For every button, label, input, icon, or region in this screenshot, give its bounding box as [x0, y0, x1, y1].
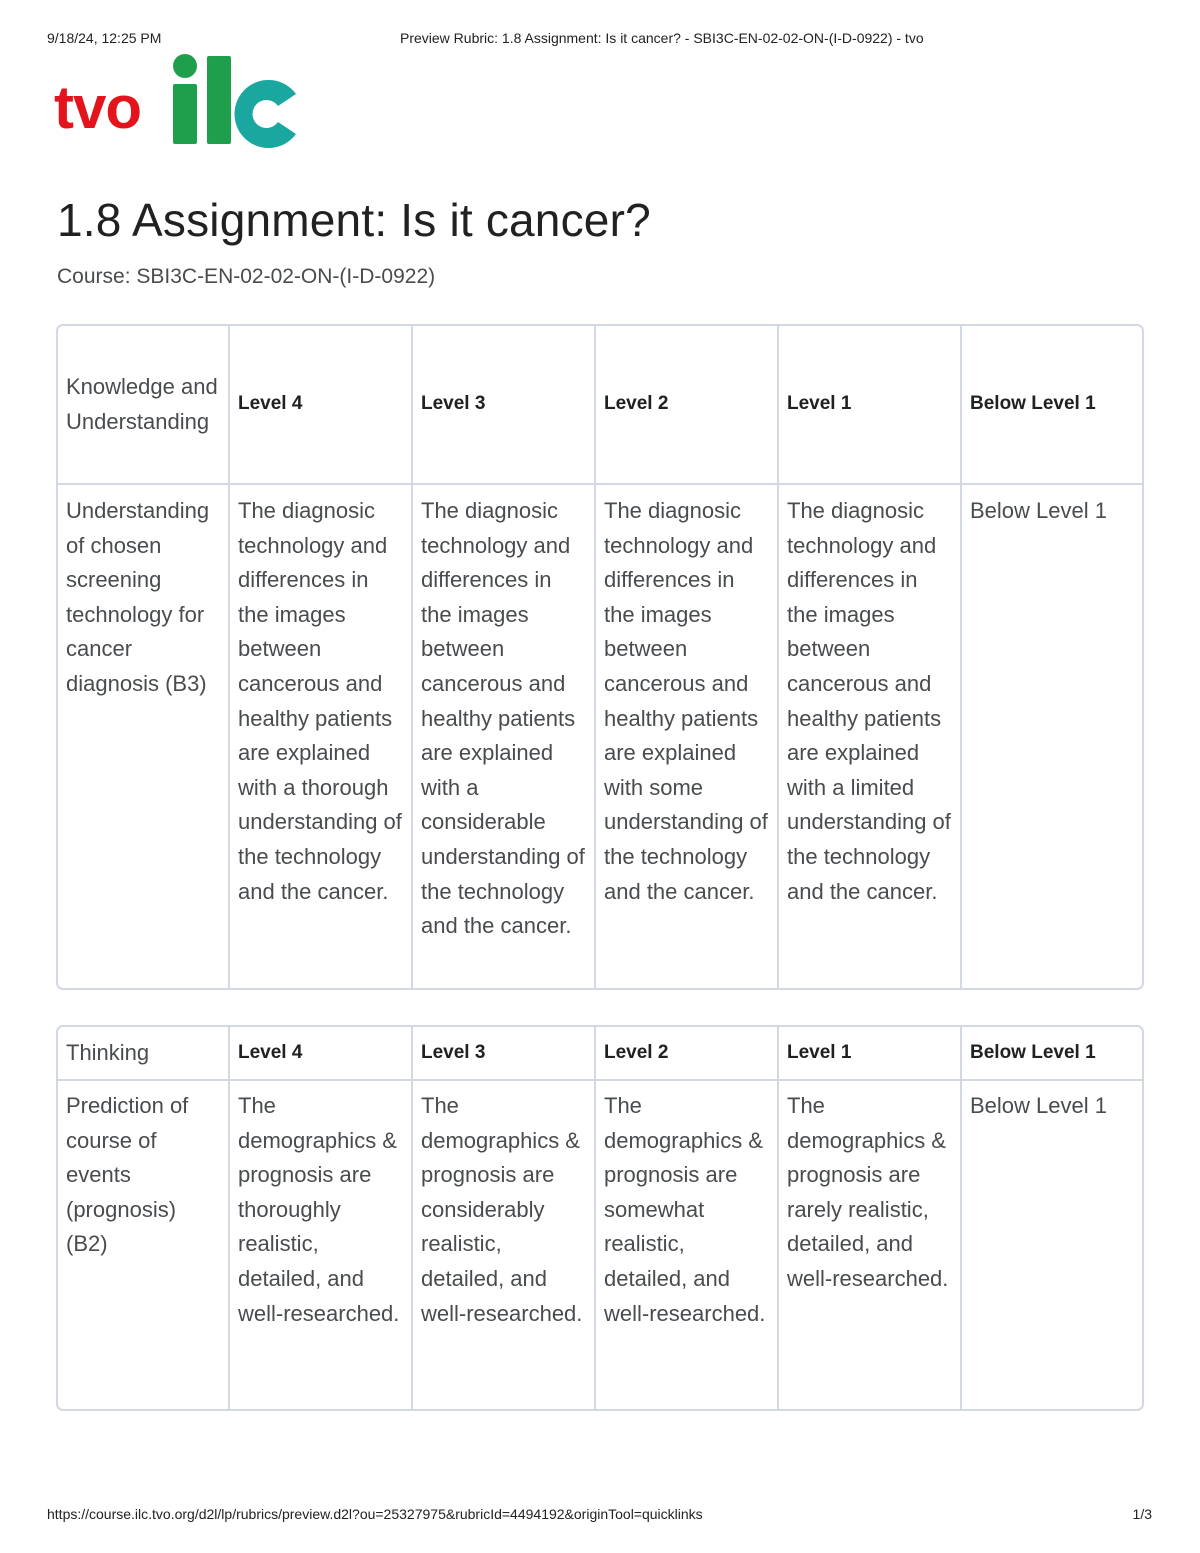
logo-i-stem: [173, 84, 197, 144]
rubric-criterion-row: [58, 484, 1142, 988]
level-description: The demographics & prognosis are somewhat realistic, detailed, and well-researched.: [595, 1080, 778, 1409]
level-description: The demographics & prognosis are thoroughly realistic, detailed, and well-researched.: [229, 1080, 412, 1409]
logo-dot-icon: [173, 54, 197, 78]
rubric-knowledge-understanding: [56, 324, 1144, 990]
level-heading: Level 1: [778, 326, 961, 484]
print-title: Preview Rubric: 1.8 Assignment: Is it cancer? - SBI3C-EN-02-02-ON-(I-D-0922) - tvo: [400, 30, 924, 46]
level-heading: Below Level 1: [961, 326, 1142, 484]
level-description: The diagnosic technology and differences in the images between cancerous and healthy patients are explained with a limited understanding of the technology and the cancer.: [778, 484, 961, 988]
tvo-ilc-logo: [52, 52, 312, 150]
page-title: 1.8 Assignment: Is it cancer?: [57, 194, 651, 246]
level-heading: Level 4: [229, 326, 412, 484]
level-heading: Level 2: [595, 1027, 778, 1080]
level-description: Below Level 1: [970, 498, 1107, 523]
level-description: Below Level 1: [970, 1093, 1107, 1118]
rubric-criterion-row: [58, 1080, 1142, 1409]
rubric-table: [58, 1027, 1142, 1409]
criteria-group-heading: Thinking: [58, 1027, 229, 1080]
level-heading: Level 4: [229, 1027, 412, 1080]
criterion-name: Understanding of chosen screening technology for cancer diagnosis (B3): [58, 484, 229, 988]
level-description: The diagnosic technology and differences in the images between cancerous and healthy patients are explained with a thorough understanding of the technology and the cancer.: [229, 484, 412, 988]
level-heading: Level 3: [412, 1027, 595, 1080]
rubric-header-row: [58, 1027, 1142, 1080]
level-heading: Level 3: [412, 326, 595, 484]
print-date: 9/18/24, 12:25 PM: [47, 30, 162, 46]
level-description: The diagnosic technology and differences in the images between cancerous and healthy patients are explained with a considerable understanding of the technology and the cancer.: [412, 484, 595, 988]
rubric-header-row: [58, 326, 1142, 484]
level-description: The demographics & prognosis are considerably realistic, detailed, and well-researched.: [412, 1080, 595, 1409]
logo-l-stem: [207, 56, 231, 144]
rubric-thinking: [56, 1025, 1144, 1411]
print-url: https://course.ilc.tvo.org/d2l/lp/rubrics/preview.d2l?ou=25327975&rubricId=4494192&originTool=quicklinks: [47, 1506, 703, 1522]
level-heading: Below Level 1: [961, 1027, 1142, 1080]
rubric-table: [58, 326, 1142, 988]
criterion-name: Prediction of course of events (prognosis) (B2): [58, 1080, 229, 1409]
level-description: The diagnosic technology and differences in the images between cancerous and healthy patients are explained with some understanding of the technology and the cancer.: [595, 484, 778, 988]
course-line: [57, 265, 435, 289]
criteria-group-heading: Knowledge and Understanding: [58, 326, 229, 484]
print-page-number: 1/3: [1132, 1506, 1152, 1522]
logo-c-shape: [235, 80, 296, 148]
print-header: [0, 30, 1200, 50]
course-label: Course:: [57, 265, 131, 288]
level-heading: Level 1: [778, 1027, 961, 1080]
course-code: SBI3C-EN-02-02-ON-(I-D-0922): [136, 265, 436, 288]
level-description: The demographics & prognosis are rarely realistic, detailed, and well-researched.: [778, 1080, 961, 1409]
logo-tvo-text: tvo: [54, 74, 141, 141]
print-footer: [0, 1506, 1200, 1526]
level-heading: Level 2: [595, 326, 778, 484]
